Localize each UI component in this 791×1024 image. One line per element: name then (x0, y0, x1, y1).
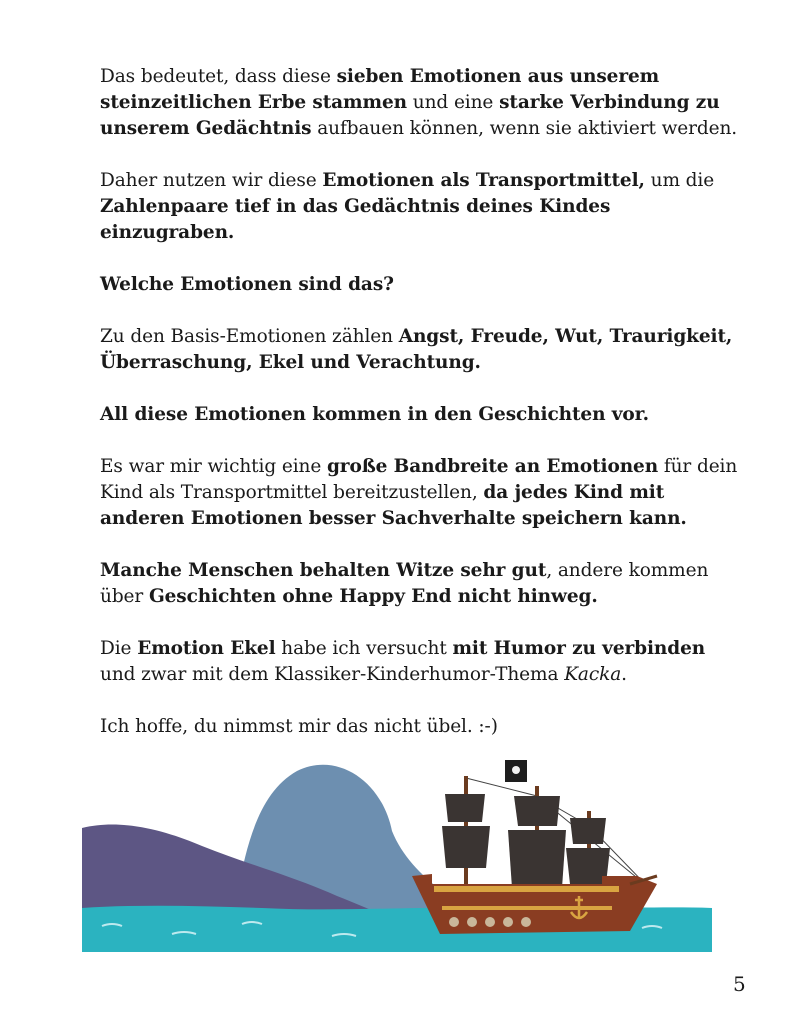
text-run: . (621, 664, 627, 685)
text-run: und eine (407, 92, 500, 113)
text-run: Ich hoffe, du nimmst mir das nicht übel. :-) (100, 716, 498, 737)
paragraph (100, 558, 740, 610)
text-run: Es war mir wichtig eine (100, 456, 327, 477)
bold-text: große Bandbreite an Emotionen (326, 456, 659, 477)
sail-shape (445, 794, 485, 822)
paragraph (100, 324, 740, 376)
bold-text: Zahlenpaare tief in das Gedächtnis deines Kindes einzugraben. (100, 196, 611, 243)
paragraph (100, 454, 740, 532)
text-run: Daher nutzen wir diese (100, 170, 323, 191)
sail-shape (442, 826, 490, 868)
text-run: , andere kommen über (100, 560, 709, 607)
sail-shape (570, 818, 606, 844)
text-run: habe ich versucht (275, 638, 453, 659)
text-run: Das bedeutet, dass diese (100, 66, 337, 87)
sail-shape (514, 796, 560, 826)
bold-text: starke Verbindung zu unserem Gedächtnis (100, 92, 720, 139)
paragraph (100, 402, 740, 428)
text-run: um die (644, 170, 715, 191)
page-number: 5 (733, 972, 746, 996)
bold-text: Emotionen als Transportmittel, (322, 170, 645, 191)
paragraph (100, 636, 740, 688)
bold-text: Geschichten ohne Happy End nicht hinweg. (148, 586, 598, 607)
text-run: für dein Kind als Transportmittel bereitzustellen, (100, 456, 738, 503)
paragraph (100, 272, 740, 298)
text-run: Die (100, 638, 138, 659)
page-body-text (100, 64, 740, 766)
bold-text: Angst, Freude, Wut, Traurigkeit, Überraschung, Ekel und Verachtung. (100, 326, 733, 373)
pirate-ship-illustration (82, 756, 712, 952)
pirate-ship (412, 760, 657, 934)
bold-text: Manche Menschen behalten Witze sehr gut (100, 560, 547, 581)
bold-text: mit Humor zu verbinden (452, 638, 706, 659)
text-run: Zu den Basis-Emotionen zählen (100, 326, 399, 347)
paragraph (100, 714, 740, 740)
bold-text: All diese Emotionen kommen in den Geschichten vor. (100, 404, 649, 425)
text-run: aufbauen können, wenn sie aktiviert werden. (311, 118, 738, 139)
bold-text: Emotion Ekel (137, 638, 276, 659)
paragraph (100, 168, 740, 246)
bold-text: sieben Emotionen aus unserem steinzeitlichen Erbe stammen (100, 66, 660, 113)
paragraph (100, 64, 740, 142)
text-run: und zwar mit dem Klassiker-Kinderhumor-Thema (100, 664, 565, 685)
italic-text: Kacka (564, 664, 622, 685)
bold-text: da jedes Kind mit anderen Emotionen besser Sachverhalte speichern kann. (100, 482, 687, 529)
bold-text: Welche Emotionen sind das? (100, 274, 394, 295)
sail-shape (508, 830, 566, 888)
